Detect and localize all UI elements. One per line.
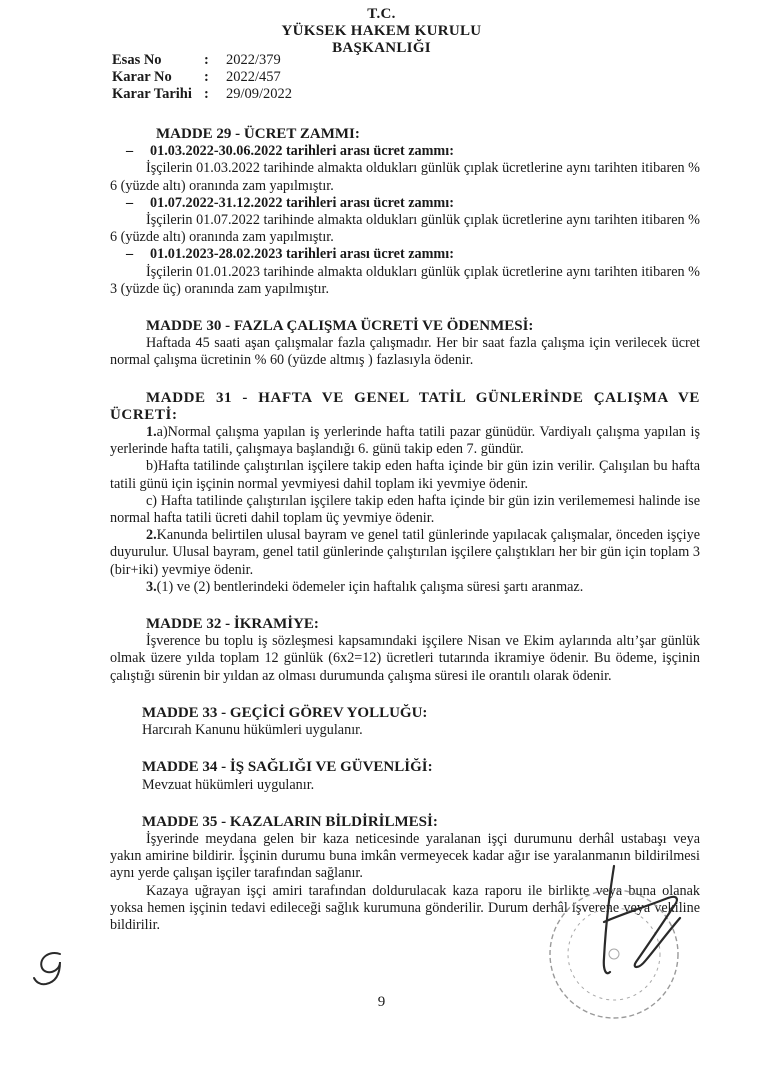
article-30-title: MADDE 30 - FAZLA ÇALIŞMA ÜCRETİ VE ÖDENMESİ: <box>146 318 534 335</box>
article-32-text: İşverence bu toplu iş sözleşmesi kapsamındaki işçilere Nisan ve Ekim aylarında altı’şar günlük olmak üzere yılda toplam 12 günlük (6x2=12) ücretleri tutarında ikramiye ödenir. Bu ödeme, işçinin çalıştığı sürenin bir yıldan az olması durumunda çalışma süresi ile orantılı olarak ödenir. <box>110 633 700 684</box>
article-35-paragraph-1: İşyerinde meydana gelen bir kaza neticesinde yaralanan işçi durumunu derhâl ustabaşı veya yakın amirine bildirir. İşçinin durumu buna imkân vermeyecek kadar ağır ise yaralanmanın bildirilmesi aynı yerde çalışan işçiler tarafından sağlanır. <box>110 830 700 882</box>
dash-bullet: – <box>126 246 134 263</box>
meta-colon: : <box>204 52 209 68</box>
item-text: a)Normal çalışma yapılan iş yerlerinde hafta tatili pazar günüdür. Vardiyalı çalışma yapılan iş yerlerinde hafta tatili, çalışmaya başlandığı 6. günü takip eden 7. gündür. <box>110 424 700 458</box>
article-29 <box>110 126 700 298</box>
margin-initial-icon <box>30 948 74 988</box>
wage-increase-period-3-heading <box>126 246 700 263</box>
article-31-title: MADDE 31 - HAFTA VE GENEL TATİL GÜNLERİNDE ÇALIŞMA VE ÜCRETİ: <box>110 389 700 423</box>
article-30-text: Haftada 45 saati aşan çalışmalar fazla çalışmadır. Her bir saat fazla çalışma için verilecek ücret normal çalışma ücretinin % 60 (yüzde altmış ) fazlasıyla ödenir. <box>110 335 700 369</box>
wage-increase-period-1-text: İşçilerin 01.03.2022 tarihinde almakta oldukları günlük çıplak ücretlerine aynı tarihten itibaren % 6 (yüzde altı) oranında zam yapılmıştır. <box>110 160 700 194</box>
meta-value: 29/09/2022 <box>226 86 293 102</box>
meta-esas <box>112 52 292 69</box>
period-heading-text: 01.07.2022-31.12.2022 tarihleri arası ücret zammı: <box>150 194 454 211</box>
item-number: 2. <box>146 527 157 544</box>
header-presidency: BAŞKANLIĞI <box>332 40 431 56</box>
item-text: (1) ve (2) bentlerindeki ödemeler için haftalık çalışma süresi şartı aranmaz. <box>156 578 584 595</box>
meta-key: Karar No <box>112 69 172 85</box>
dash-bullet: – <box>126 143 134 160</box>
period-heading-text: 01.01.2023-28.02.2023 tarihleri arası ücret zammı: <box>150 246 454 263</box>
article-31-item-1a <box>110 424 700 458</box>
article-35-title: MADDE 35 - KAZALARIN BİLDİRİLMESİ: <box>142 813 438 830</box>
article-31-item-2 <box>110 527 700 579</box>
meta-colon: : <box>204 69 209 85</box>
page-number: 9 <box>377 994 386 1010</box>
period-heading-text: 01.03.2022-30.06.2022 tarihleri arası ücret zammı: <box>150 143 454 160</box>
meta-karar-tarihi <box>112 86 292 103</box>
item-number: 1. <box>146 424 157 441</box>
article-31-item-1c: c) Hafta tatilinde çalıştırılan işçilere takip eden hafta içinde bir gün izin verilememesi halinde ise normal hafta tatili ücreti dahil toplam üç yevmiye ödenir. <box>110 492 700 527</box>
header-tc: T.C. <box>367 6 396 22</box>
article-35-paragraph-2: Kazaya uğrayan işçi amiri tarafından doldurulacak kaza raporu ile birlikte veya buna olanak yoksa hemen işçinin tedavi edileceği sağlık kurumuna gönderilir. Durum derhâl işverene veya vekiline bildirilir. <box>110 882 700 933</box>
article-31-item-1b: b)Hafta tatilinde çalıştırılan işçilere takip eden hafta içinde bir gün izin verilir. Çalışılan bu hafta tatili günü için işçinin normal yevmiyesi dahil toplam iki yevmiye ödenir. <box>110 458 700 492</box>
wage-increase-period-2-text: İşçilerin 01.07.2022 tarihinde almakta oldukları günlük çıplak ücretlerine aynı tarihten itibaren % 6 (yüzde altı) oranında zam yapılmıştır. <box>110 212 700 246</box>
meta-karar <box>112 69 292 86</box>
document-body <box>110 126 700 934</box>
signature-icon <box>576 862 686 980</box>
article-34-text: Mevzuat hükümleri uygulanır. <box>142 776 315 793</box>
item-text: Kanunda belirtilen ulusal bayram ve genel tatil günlerinde yapılacak çalışmalar, önceden işçiye duyurulur. Ulusal bayram, genel tatil günlerinde çalıştırılan işçilere çalıştıkları her bir gün için toplam 3 (bir+iki) yevmiye ödenir. <box>110 527 700 578</box>
meta-colon: : <box>204 86 209 102</box>
case-meta <box>112 52 292 103</box>
article-32-title: MADDE 32 - İKRAMİYE: <box>146 616 319 633</box>
meta-value: 2022/457 <box>226 69 281 85</box>
wage-increase-period-1-heading <box>126 143 700 160</box>
header-institution: YÜKSEK HAKEM KURULU <box>281 23 482 39</box>
dash-bullet: – <box>126 194 134 211</box>
meta-value: 2022/379 <box>226 52 281 68</box>
article-31 <box>110 390 700 596</box>
item-number: 3. <box>146 578 157 595</box>
meta-key: Karar Tarihi <box>112 86 192 102</box>
article-31-item-3 <box>110 579 700 596</box>
wage-increase-period-3-text: İşçilerin 01.01.2023 tarihinde almakta oldukları günlük çıplak ücretlerine aynı tarihten itibaren % 3 (yüzde üç) oranında zam yapılmıştır. <box>110 263 700 297</box>
article-33-title: MADDE 33 - GEÇİCİ GÖREV YOLLUĞU: <box>142 704 428 721</box>
article-34-title: MADDE 34 - İŞ SAĞLIĞI VE GÜVENLİĞİ: <box>142 759 433 776</box>
meta-key: Esas No <box>112 52 162 68</box>
article-34 <box>110 759 700 793</box>
article-30 <box>110 318 700 370</box>
article-33 <box>110 705 700 739</box>
article-32 <box>110 616 700 685</box>
wage-increase-period-2-heading <box>126 195 700 212</box>
article-29-title: MADDE 29 - ÜCRET ZAMMI: <box>156 126 360 142</box>
article-33-text: Harcırah Kanunu hükümleri uygulanır. <box>142 722 363 739</box>
